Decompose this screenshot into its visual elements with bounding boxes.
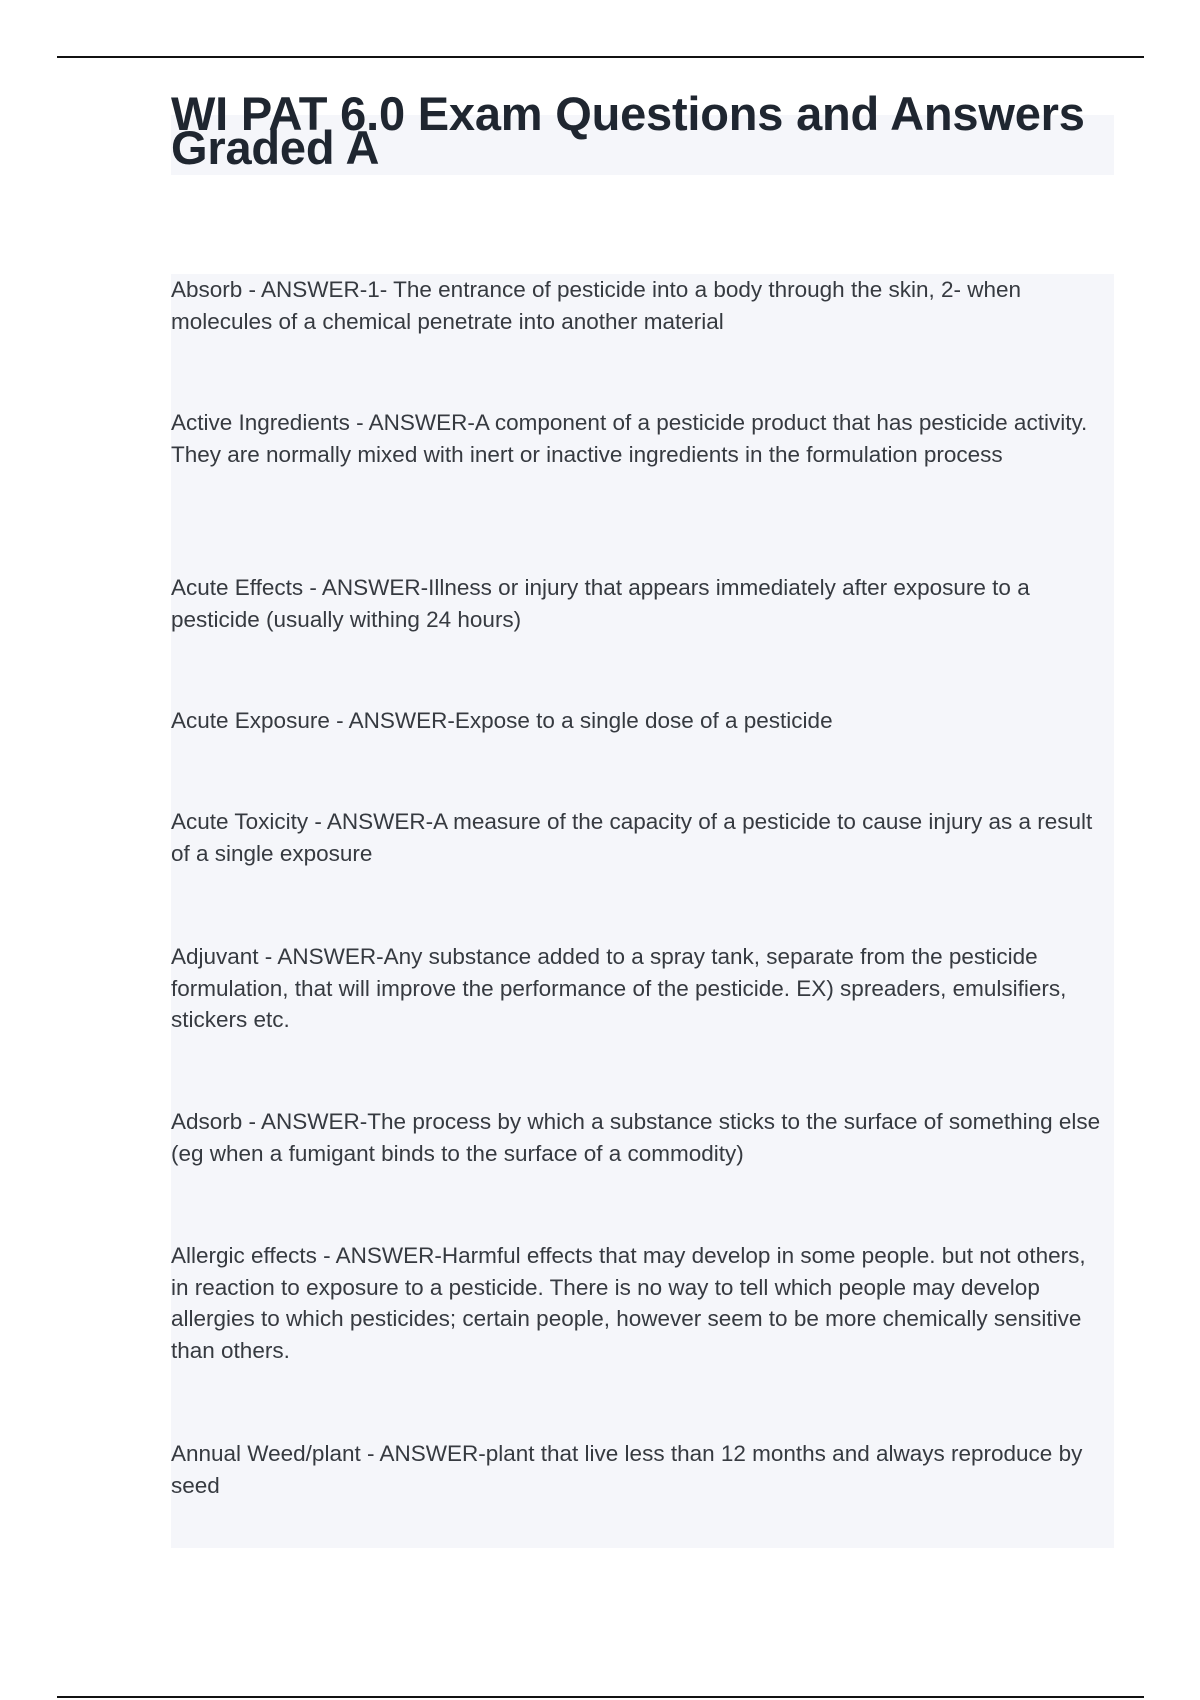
entry-absorb: Absorb - ANSWER-1- The entrance of pesticide into a body through the skin, 2- when molecules of a chemical penetrate into another material (171, 277, 1022, 334)
entry-acute-toxicity: Acute Toxicity - ANSWER-A measure of the capacity of a pesticide to cause injury as a result of a single exposure (171, 809, 1093, 866)
entry-adjuvant: Adjuvant - ANSWER-Any substance added to a spray tank, separate from the pesticide formulation, that will improve the performance of the pesticide. EX) spreaders, emulsifiers, stickers etc. (171, 944, 1067, 1032)
top-rule (57, 56, 1144, 58)
entry-acute-exposure: Acute Exposure - ANSWER-Expose to a single dose of a pesticide (171, 708, 833, 733)
bottom-rule (57, 1696, 1144, 1698)
entry-active-ingredients: Active Ingredients - ANSWER-A component of a pesticide product that has pesticide activity. They are normally mixed with inert or inactive ingredients in the formulation process (171, 410, 1088, 467)
entry-acute-effects: Acute Effects - ANSWER-Illness or injury that appears immediately after exposure to a pesticide (usually withing 24 hours) (171, 575, 1030, 632)
document-title: WI PAT 6.0 Exam Questions and Answers Graded A (171, 87, 1085, 174)
entry-adsorb: Adsorb - ANSWER-The process by which a substance sticks to the surface of something else (eg when a fumigant binds to the surface of a commodity) (171, 1109, 1101, 1166)
entry-annual-weed: Annual Weed/plant - ANSWER-plant that live less than 12 months and always reproduce by seed (171, 1441, 1083, 1498)
entry-allergic-effects: Allergic effects - ANSWER-Harmful effects that may develop in some people. but not others, in reaction to exposure to a pesticide. There is no way to tell which people may develop allergies to which pesticides; certain people, however seem to be more chemically sensitive than others. (171, 1243, 1086, 1363)
